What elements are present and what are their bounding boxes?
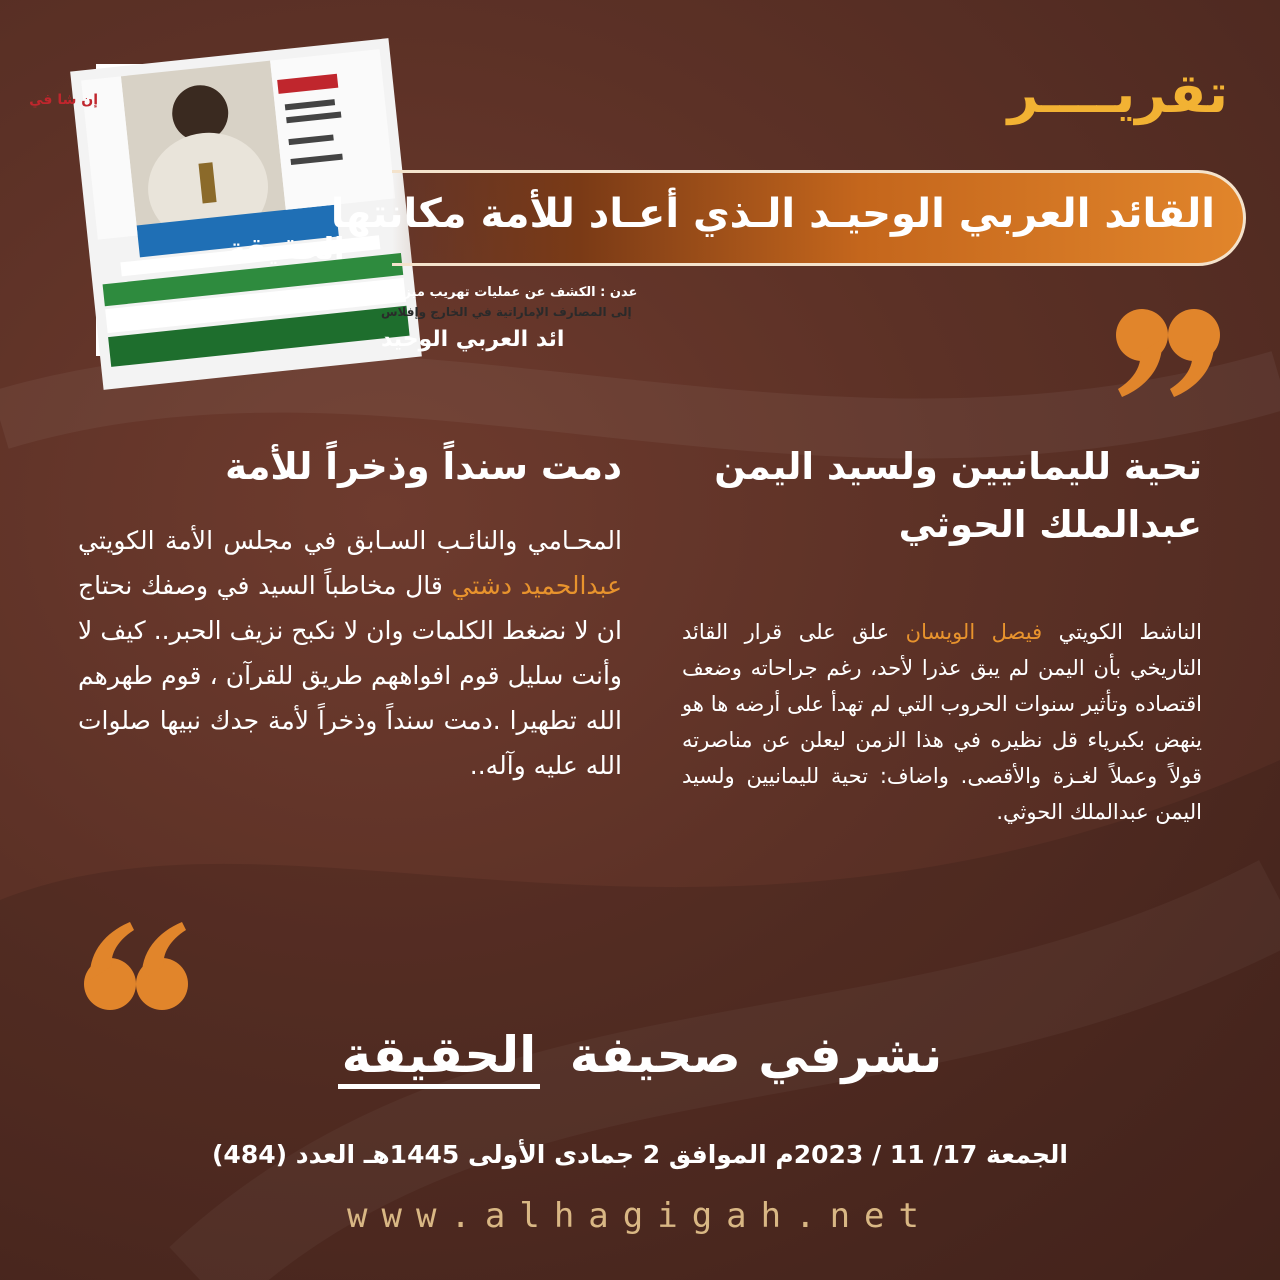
left-body	[78, 518, 622, 788]
left-highlight-name: عبدالحميد دشتي	[451, 571, 623, 600]
thumbnail-headline-3: ائد العربي الوحيد	[381, 327, 565, 352]
website-link[interactable]: www.alhagigah.net	[347, 1196, 933, 1236]
publish-line	[0, 1026, 1280, 1089]
title-banner	[330, 170, 1246, 266]
right-body-text: علق على قرار القائد التاريخي بأن اليمن لم يبق عذرا لأحد، رغم جراحاته وضعف اقتصاده وتأثير سنوات الحروب التي لم تهدأ على أرضه ها هو ينهض بكبرياء قل نظيره في هذا الزمن ليعلن عن مناصرته قولاً وعملاً لغـزة والأقصى. واضاف: تحية لليمانيين ولسيد اليمن عبدالملك الحوثي.	[682, 620, 1202, 824]
right-body-intro: الناشط الكويتي	[1058, 620, 1202, 644]
thumbnail-side-text: إن شا في	[29, 92, 98, 108]
right-column	[682, 438, 1202, 830]
opening-quote-icon	[82, 920, 192, 1015]
report-label: تقريــــر	[1007, 62, 1228, 125]
right-heading-line2: عبدالملك الحوثي	[898, 503, 1202, 546]
left-heading: دمت سنداً وذخراً للأمة	[225, 445, 622, 488]
right-heading	[682, 438, 1202, 554]
closing-quote-icon	[1112, 305, 1222, 400]
right-heading-line1: تحية لليمانيين ولسيد اليمن	[714, 445, 1202, 488]
newspaper-logo: الحقيقة	[338, 1026, 541, 1089]
left-column	[78, 438, 622, 788]
right-body	[682, 614, 1202, 830]
thumbnail-masthead: الحقيقة	[227, 232, 345, 267]
right-highlight-name: فيصل الويسان	[905, 620, 1043, 644]
publish-text: نشرفي صحيفة	[569, 1026, 943, 1084]
banner-title: القائد العربي الوحيـد الـذي أعـاد للأمة مكانتها	[330, 191, 1215, 237]
thumbnail-headline-1: عدن : الكشف عن عمليات تهريب ميزانية	[381, 285, 638, 300]
left-body-text: قال مخاطباً السيد في وصفك نحتاج ان لا نضغط الكلمات وان لا نكبح نزيف الحبر.. كيف لا وأنت سليل قوم افواههم طريق للقرآن ، قوم طهرهم الله تطهيرا .دمت سنداً وذخراً لأمة جدك نبيها صلوات الله عليه وآله..	[78, 571, 622, 780]
left-body-intro: المحـامي والنائـب السـابق في مجلس الأمة الكويتي	[78, 526, 622, 555]
thumbnail-headline-2: إلى المصارف الإماراتية في الخارج وإفلاس	[381, 305, 632, 319]
issue-date: الجمعة 17/ 11 / 2023م الموافق 2 جمادى الأولى 1445هـ العدد (484)	[211, 1140, 1068, 1169]
